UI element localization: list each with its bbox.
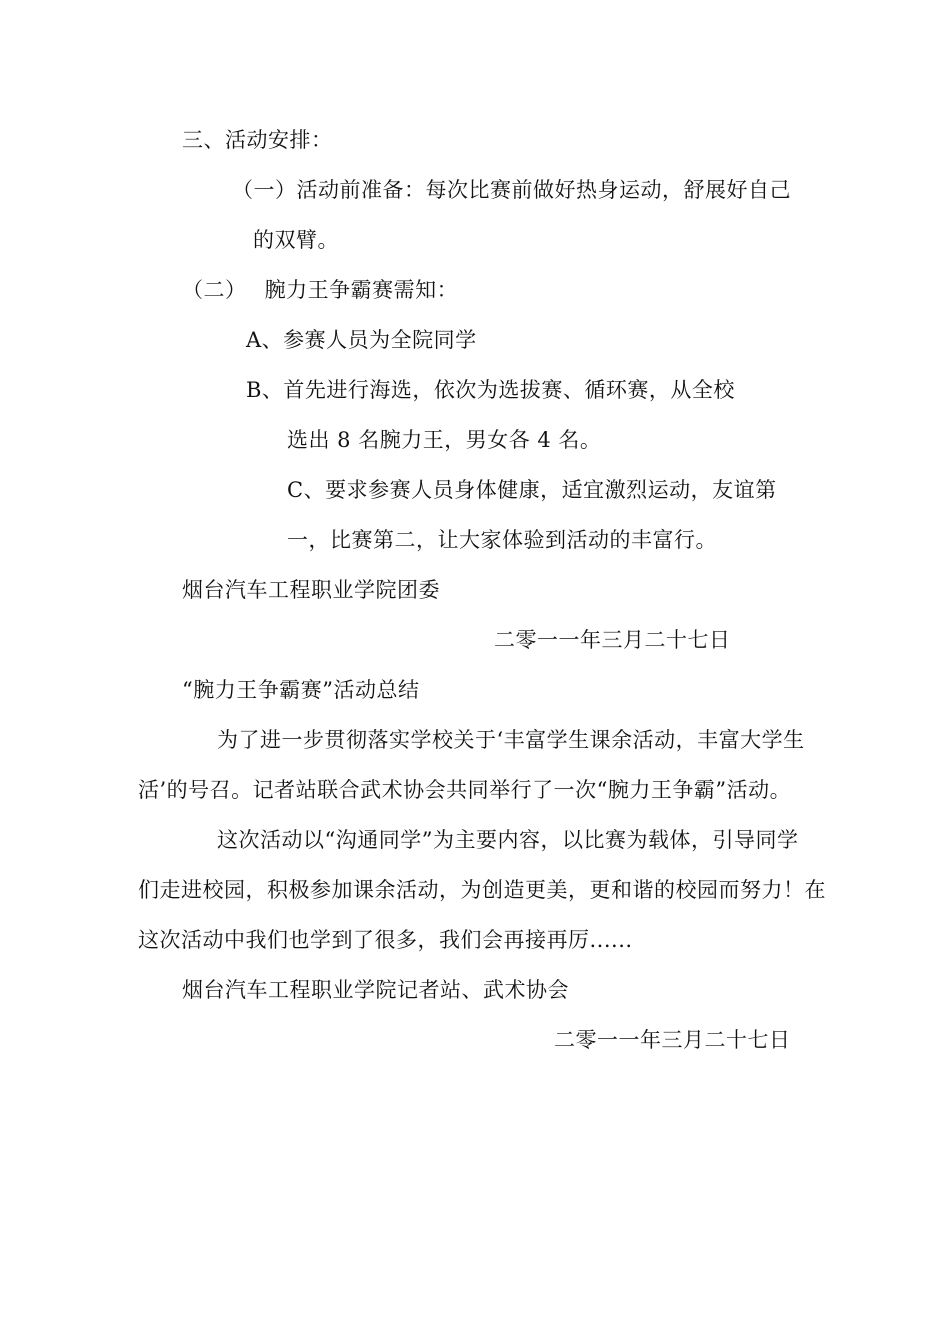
section-heading: 三、活动安排： bbox=[182, 128, 333, 152]
summary-date: 二零一一年三月二十七日 bbox=[554, 1028, 791, 1052]
rule-b-line-1: B、首先进行海选，依次为选拔赛、循环赛，从全校 bbox=[246, 378, 735, 402]
organizer: 烟台汽车工程职业学院团委 bbox=[182, 578, 440, 602]
notice-date: 二零一一年三月二十七日 bbox=[494, 628, 731, 652]
rule-a: A、参赛人员为全院同学 bbox=[246, 328, 477, 352]
summary-paragraph-2-line-3: 这次活动中我们也学到了很多，我们会再接再厉...... bbox=[138, 928, 633, 952]
rule-b-line-2: 选出 8 名腕力王，男女各 4 名。 bbox=[287, 428, 602, 452]
summary-paragraph-2-line-1: 这次活动以“沟通同学”为主要内容，以比赛为载体，引导同学 bbox=[217, 828, 799, 852]
summary-organizer: 烟台汽车工程职业学院记者站、武术协会 bbox=[182, 978, 569, 1002]
item-one-line-1: （一）活动前准备：每次比赛前做好热身运动，舒展好自己 bbox=[232, 178, 791, 202]
item-two-heading: （二） 腕力王争霸赛需知： bbox=[182, 278, 459, 302]
summary-paragraph-1-line-2: 活’的号召。记者站联合武术协会共同举行了一次“腕力王争霸”活动。 bbox=[138, 778, 792, 802]
summary-paragraph-1-line-1: 为了进一步贯彻落实学校关于‘丰富学生课余活动，丰富大学生 bbox=[217, 728, 805, 752]
summary-paragraph-2-line-2: 们走进校园，积极参加课余活动，为创造更美，更和谐的校园而努力！在 bbox=[138, 878, 826, 902]
item-one-line-2: 的双臂。 bbox=[253, 228, 339, 252]
rule-c-line-1: C、要求参赛人员身体健康，适宜激烈运动，友谊第 bbox=[287, 478, 777, 502]
summary-title: “腕力王争霸赛”活动总结 bbox=[182, 678, 420, 702]
rule-c-line-2: 一，比赛第二，让大家体验到活动的丰富行。 bbox=[287, 528, 717, 552]
